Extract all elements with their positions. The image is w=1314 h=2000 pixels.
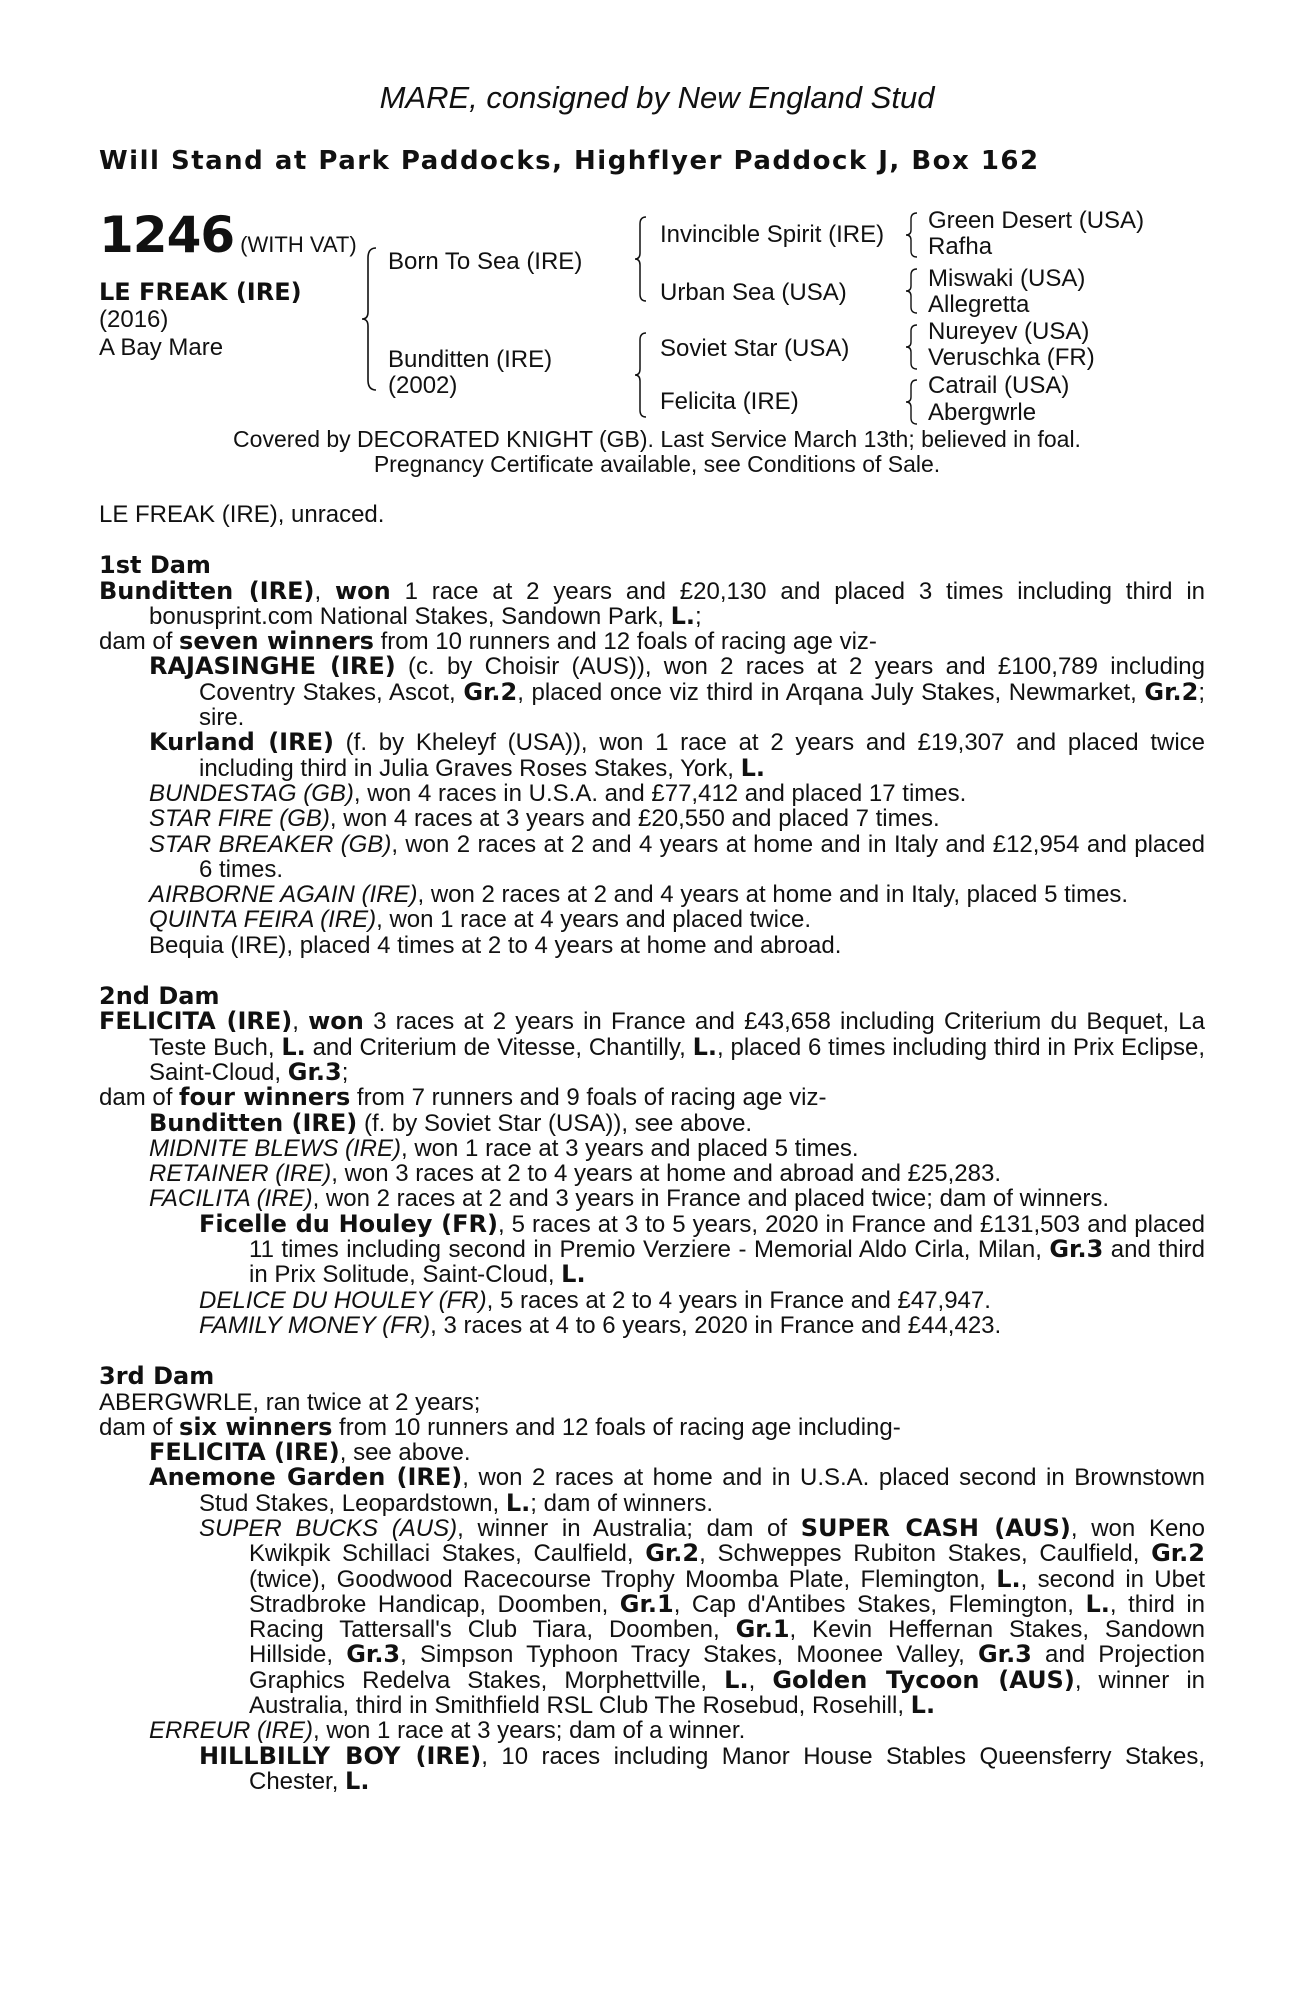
produce-ficelle-du-houley: Ficelle du Houley (FR), 5 races at 3 to 5 years, 2020 in France and £131,503 and placed 11 times including second in Premio Verziere - Memorial Aldo Cirla, Milan, Gr.3 and third in Prix Solitude, Saint-Cloud, L. — [199, 1209, 1205, 1289]
produce-felicita: FELICITA (IRE), see above. — [149, 1438, 471, 1467]
produce-hillbilly-boy: HILLBILLY BOY (IRE), 10 races including Manor House Stables Queensferry Stakes, Chester, L. — [199, 1741, 1205, 1795]
pedigree-brace-dam — [634, 330, 650, 420]
third-dam-produce-summary: dam of six winners from 10 runners and 12 foals of racing age including- — [99, 1412, 901, 1441]
pedigree-dd-sire: Catrail (USA) — [928, 372, 1070, 399]
pedigree-sd-dam: Allegretta — [928, 291, 1030, 318]
pedigree-brace-sire — [634, 214, 650, 304]
produce-quinta-feira: QUINTA FEIRA (IRE), won 1 race at 4 years and placed twice. — [149, 906, 812, 934]
pedigree-ss-sire: Green Desert (USA) — [928, 207, 1145, 234]
pedigree-dam-dam: Felicita (IRE) — [660, 388, 799, 415]
produce-erreur: ERREUR (IRE), won 1 race at 3 years; dam of a winner. — [149, 1717, 746, 1745]
pedigree-brace-ss — [905, 210, 921, 260]
stand-location: Will Stand at Park Paddocks, Highflyer Paddock J, Box 162 — [99, 146, 1040, 176]
produce-rajasinghe: RAJASINGHE (IRE) (c. by Choisir (AUS)), won 2 races at 2 years and £100,789 including Coventry Stakes, Ascot, Gr.2, placed once viz third in Arqana July Stakes, Newmarket, Gr.2; sire. — [149, 652, 1206, 732]
produce-bunditten: Bunditten (IRE) (f. by Soviet Star (USA)), see above. — [149, 1108, 753, 1137]
pedigree-brace-sd — [905, 266, 921, 316]
horse-name: LE FREAK (IRE) — [99, 278, 302, 306]
pedigree-sire: Born To Sea (IRE) — [388, 248, 583, 275]
lot-number: 1246 — [99, 206, 235, 264]
produce-delice-du-houley: DELICE DU HOULEY (FR), 5 races at 2 to 4 years in France and £47,947. — [199, 1286, 991, 1314]
third-dam-heading: 3rd Dam — [99, 1362, 215, 1391]
pedigree-dam-year: (2002) — [388, 372, 458, 399]
pedigree-dam: Bunditten (IRE) — [388, 346, 553, 373]
horse-description: A Bay Mare — [99, 334, 224, 361]
produce-facilita: FACILITA (IRE), won 2 races at 2 and 3 years in France and placed twice; dam of winners. — [149, 1185, 1109, 1213]
pedigree-ds-dam: Veruschka (FR) — [928, 344, 1095, 371]
pedigree-brace-dd — [905, 377, 921, 427]
third-dam-intro: ABERGWRLE, ran twice at 2 years; — [99, 1388, 481, 1416]
vat-label: (WITH VAT) — [240, 232, 357, 257]
pregnancy-line: Pregnancy Certificate available, see Conditions of Sale. — [373, 451, 941, 477]
produce-super-bucks: SUPER BUCKS (AUS), winner in Australia; dam of SUPER CASH (AUS), won Keno Kwikpik Schillaci Stakes, Caulfield, Gr.2, Schweppes Rubiton Stakes, Caulfield, Gr.2 (twice), Goodwood Racecourse Trophy Moomba Plate, Flemington, L., second in Ubet Stradbroke Handicap, Doomben, Gr.1, Cap d'Antibes Stakes, Flemington, L., third in Racing Tattersall's Club Tiara, Doomben, Gr.1, Kevin Heffernan Stakes, Sandown Hillside, Gr.3, Simpson Typhoon Tracy Stakes, Moonee Valley, Gr.3 and Projection Graphics Redelva Stakes, Morphettville, L., Golden Tycoon (AUS), winner in Australia, third in Smithfield RSL Club The Rosebud, Rosehill, L. — [199, 1513, 1206, 1720]
consignor-line: MARE, consigned by New England Stud — [379, 80, 935, 115]
first-dam-name: Bunditten (IRE) — [99, 576, 315, 605]
pedigree-brace-ds — [905, 322, 921, 372]
produce-kurland: Kurland (IRE) (f. by Kheleyf (USA)), won 1 race at 2 years and £19,307 and placed twice including third in Julia Graves Roses Stakes, York, L. — [149, 728, 1205, 782]
produce-bequia: Bequia (IRE), placed 4 times at 2 to 4 years at home and abroad. — [149, 931, 842, 959]
produce-midnite-blews: MIDNITE BLEWS (IRE), won 1 race at 3 years and placed 5 times. — [149, 1134, 859, 1162]
first-dam-produce-summary: dam of seven winners from 10 runners and 12 foals of racing age viz- — [99, 627, 877, 656]
pedigree-ds-sire: Nureyev (USA) — [928, 318, 1090, 345]
pedigree-sd-sire: Miswaki (USA) — [928, 265, 1086, 292]
pedigree-sire-sire: Invincible Spirit (IRE) — [660, 221, 885, 248]
produce-star-breaker: STAR BREAKER (GB), won 2 races at 2 and 4 years at home and in Italy and £12,954 and placed 6 times. — [149, 830, 1205, 883]
produce-star-fire: STAR FIRE (GB), won 4 races at 3 years and £20,550 and placed 7 times. — [149, 805, 940, 833]
covered-line: Covered by DECORATED KNIGHT (GB). Last Service March 13th; believed in foal. — [233, 426, 1081, 452]
produce-family-money: FAMILY MONEY (FR), 3 races at 4 to 6 years, 2020 in France and £44,423. — [199, 1311, 1002, 1339]
pedigree-dam-sire: Soviet Star (USA) — [660, 335, 850, 362]
second-dam-heading: 2nd Dam — [99, 982, 220, 1011]
produce-bundestag: BUNDESTAG (GB), won 4 races in U.S.A. and £77,412 and placed 17 times. — [149, 779, 967, 807]
horse-year: (2016) — [99, 306, 169, 333]
lot-number-block — [99, 206, 357, 264]
pedigree-dd-dam: Abergwrle — [928, 399, 1037, 426]
first-dam-record: Bunditten (IRE), won 1 race at 2 years and £20,130 and placed 3 times including third in bonusprint.com National Stakes, Sandown Park, L.; — [99, 576, 1205, 630]
pedigree-sire-dam: Urban Sea (USA) — [660, 279, 847, 306]
second-dam-produce-summary: dam of four winners from 7 runners and 9 foals of racing age viz- — [99, 1083, 827, 1112]
second-dam-record: FELICITA (IRE), won 3 races at 2 years in France and £43,658 including Criterium du Bequet, La Teste Buch, L. and Criterium de Vitesse, Chantilly, L., placed 6 times including third in Prix Eclipse, Saint-Cloud, Gr.3; — [99, 1007, 1206, 1086]
produce-airborne-again: AIRBORNE AGAIN (IRE), won 2 races at 2 and 4 years at home and in Italy, placed 5 times. — [149, 881, 1129, 909]
unraced-line: LE FREAK (IRE), unraced. — [99, 501, 385, 528]
produce-anemone-garden: Anemone Garden (IRE), won 2 races at home and in U.S.A. placed second in Brownstown Stud Stakes, Leopardstown, L.; dam of winners. — [149, 1463, 1205, 1517]
first-dam-heading: 1st Dam — [99, 551, 211, 580]
catalogue-body — [99, 502, 1205, 1794]
pedigree-ss-dam: Rafha — [928, 233, 993, 260]
pedigree-brace-gen1 — [360, 244, 380, 394]
produce-retainer: RETAINER (IRE), won 3 races at 2 to 4 years at home and abroad and £25,283. — [149, 1160, 1002, 1188]
